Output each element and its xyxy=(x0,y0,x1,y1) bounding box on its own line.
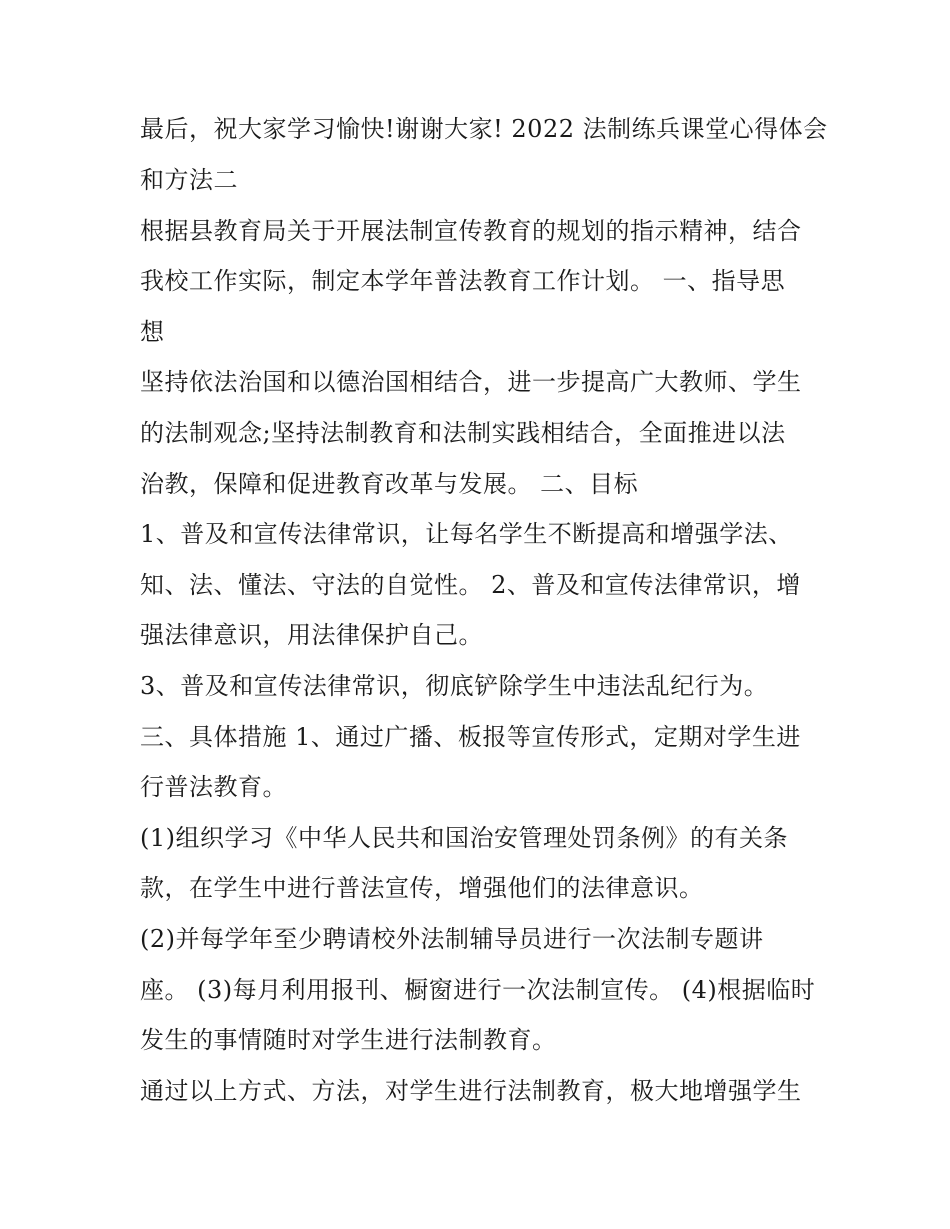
text-line: 治教，保障和促进教育改革与发展。 二、目标 xyxy=(140,470,639,498)
text-line: 款，在学生中进行普法宣传，增强他们的法律意识。 xyxy=(140,874,704,902)
text-line: 想 xyxy=(140,318,165,346)
text-line: 根据县教育局关于开展法制宣传教育的规划的指示精神，结合 xyxy=(140,217,802,245)
text-line: 最后，祝大家学习愉快!谢谢大家! 2022 法制练兵课堂心得体会 xyxy=(140,115,828,143)
text-line: 发生的事情随时对学生进行法制教育。 xyxy=(140,1026,557,1054)
text-line: (1)组织学习《中华人民共和国治安管理处罚条例》的有关条 xyxy=(140,824,788,852)
text-line: 知、法、懂法、守法的自觉性。 2、普及和宣传法律常识，增 xyxy=(140,571,801,599)
text-line: 座。 (3)每月利用报刊、橱窗进行一次法制宣传。 (4)根据临时 xyxy=(140,976,816,1004)
text-line: 三、具体措施 1、通过广播、板报等宣传形式，定期对学生进 xyxy=(140,723,801,751)
text-line: 3、普及和宣传法律常识，彻底铲除学生中违法乱纪行为。 xyxy=(140,672,769,700)
text-line: 和方法二 xyxy=(140,166,238,194)
text-line: 我校工作实际，制定本学年普法教育工作计划。 一、指导思 xyxy=(140,267,786,295)
text-line: 1、普及和宣传法律常识，让每名学生不断提高和增强学法、 xyxy=(140,520,793,548)
text-line: 行普法教育。 xyxy=(140,773,287,801)
text-line: 的法制观念;坚持法制教育和法制实践相结合，全面推进以法 xyxy=(140,419,786,447)
text-line: 坚持依法治国和以德治国相结合，进一步提高广大教师、学生 xyxy=(140,368,802,396)
text-line: 通过以上方式、方法，对学生进行法制教育，极大地增强学生 xyxy=(140,1077,802,1105)
text-line: 强法律意识，用法律保护自己。 xyxy=(140,621,483,649)
text-line: (2)并每学年至少聘请校外法制辅导员进行一次法制专题讲 xyxy=(140,925,764,953)
